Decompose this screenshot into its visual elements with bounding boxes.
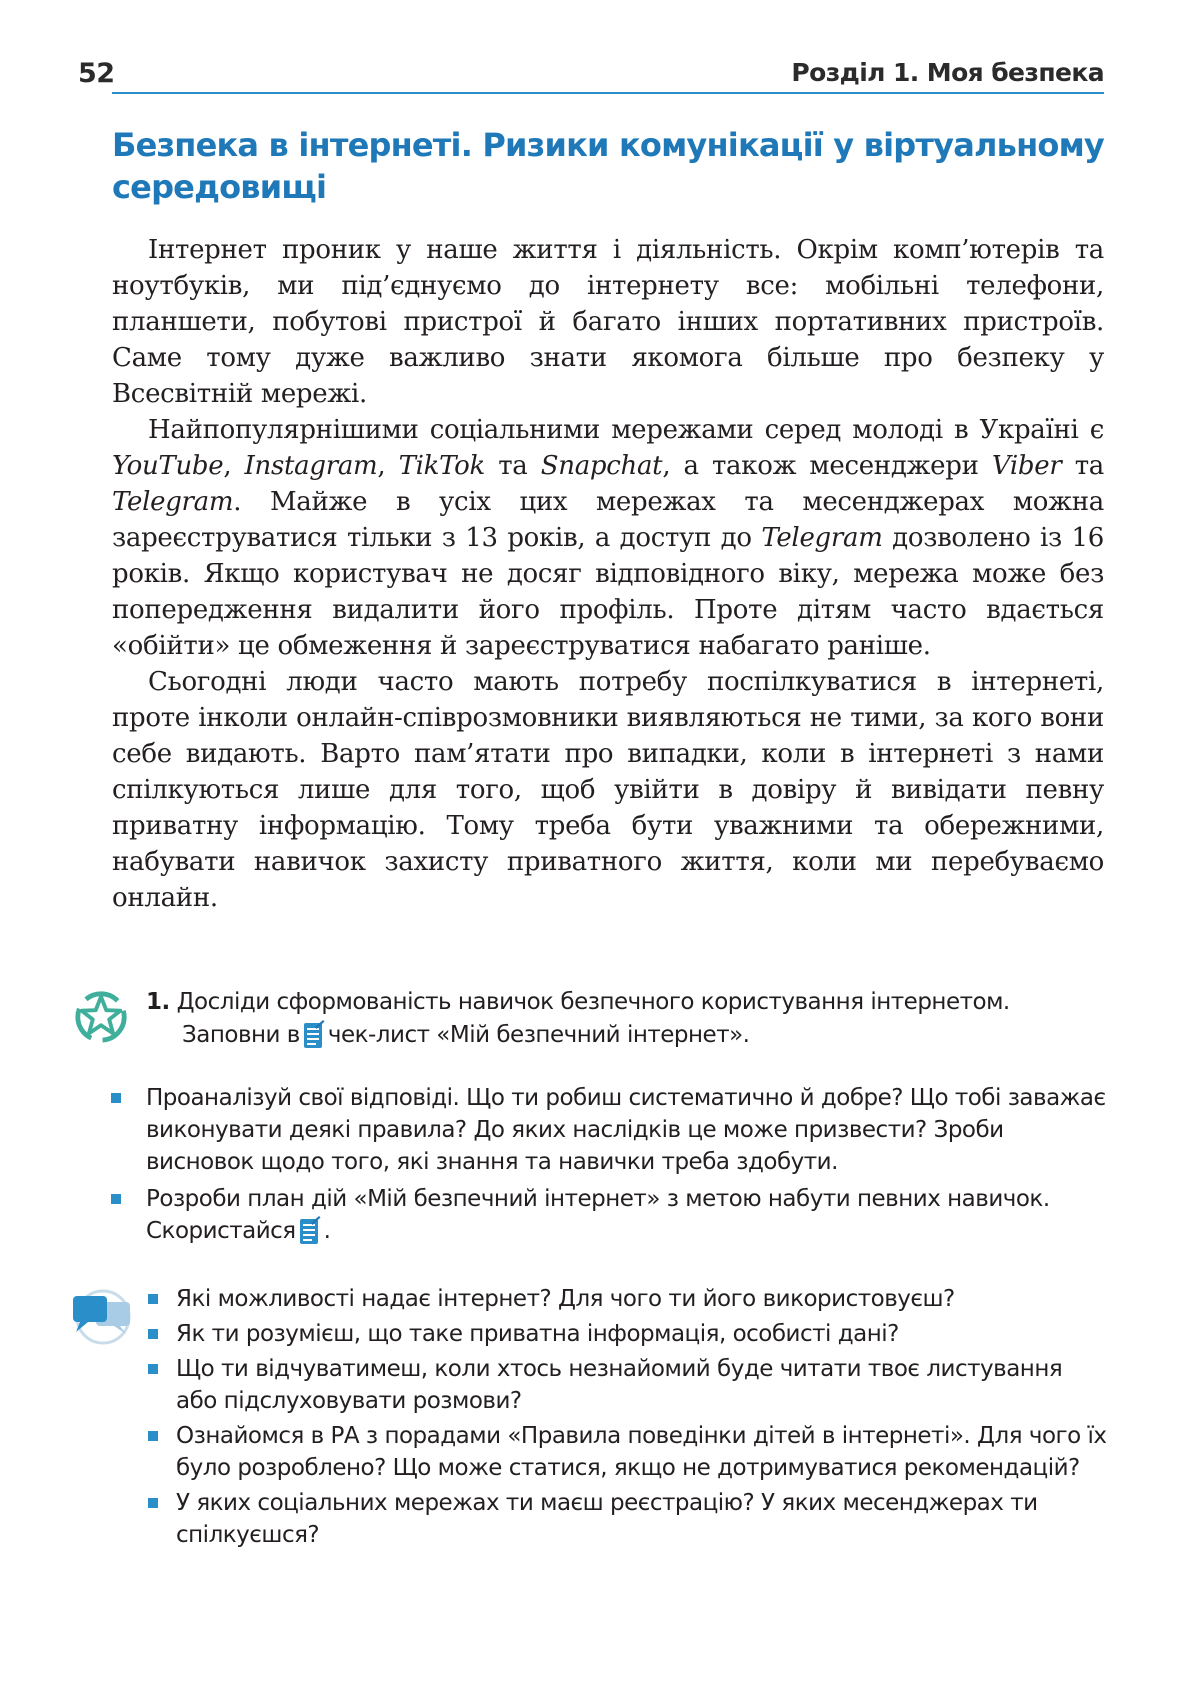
task-bullet-list (108, 1082, 1108, 1252)
task-number: 1. (146, 989, 170, 1015)
star-icon (72, 988, 130, 1046)
bullet-marker (148, 1294, 158, 1304)
list-item: Що ти відчуватимеш, коли хтось незнайомий буде читати твоє листування або підслуховувати розмови? (146, 1353, 1108, 1417)
paragraph-3: Сьогодні люди часто мають потребу поспілкуватися в інтернеті, проте інколи онлайн-співрозмовники виявляються не тими, за кого вони себе видають. Варто пам’ятати про випадки, коли в інтернеті з нами спілкуються лише для того, щоб увійти в довіру й вивідати певну приватну інформацію. Тому треба бути уважними та обережними, набувати навичок захисту приватного життя, коли ми перебуваємо онлайн. (112, 667, 1104, 913)
bullet-marker (111, 1093, 121, 1103)
term-telegram: Telegram (112, 487, 234, 517)
lesson-title: Безпека в інтернеті. Ризики комунікації у віртуальному середовищі (112, 126, 1104, 206)
page-number: 52 (78, 58, 115, 89)
term-telegram-2: Telegram (761, 523, 883, 553)
task-1: 1. Досліди сформованість навичок безпечного користування інтернетом. Заповни в чек-лист «Мій безпечний інтернет». (146, 989, 1010, 1048)
paragraph-2: Найпопулярнішими соціальними мережами серед молоді в Україні є YouTube, Instagram, TikTok та Snapchat, а також месенджери Viber та Telegram. Майже в усіх цих мережах та месенджерах можна зареєструватися тільки з 13 років, а доступ до Telegram дозволено із 16 років. Якщо користувач не досяг відповідного віку, мережа може без попередження видалити його профіль. Проте дітям часто вдається «обійти» це обмеження й зареєструватися набагато раніше. (112, 415, 1105, 661)
main-text (112, 232, 1104, 916)
bullet-marker (148, 1329, 158, 1339)
list-item: Проаналізуй свої відповіді. Що ти робиш систематично й добре? Що тобі заважає виконувати деякі правила? До яких наслідків це може призвести? Зроби висновок щодо того, які знання та навички треба здобути. (108, 1082, 1108, 1178)
checklist-icon[interactable] (303, 1019, 325, 1049)
term-viber: Viber (991, 451, 1062, 481)
bullet-marker (111, 1194, 121, 1204)
list-item: Розроби план дій «Мій безпечний інтернет» з метою набути певних навичок. Скористайся . (108, 1183, 1108, 1247)
term-youtube: YouTube (112, 451, 224, 481)
header-rule (112, 92, 1104, 94)
paragraph-1: Інтернет проник у наше життя і діяльність. Окрім комп’ютерів та ноутбуків, ми під’єднуємо до інтернету все: мобільні телефони, планшети, побутові пристрої й багато інших портативних пристроїв. Саме тому дуже важливо знати якомога більше про безпеку у Всесвітній мережі. (112, 235, 1104, 409)
bullet-marker (148, 1498, 158, 1508)
chat-bubbles-icon (70, 1288, 136, 1346)
list-item: Ознайомся в РА з порадами «Правила поведінки дітей в інтернеті». Для чого їх було розроблено? Що може статися, якщо не дотримуватися рекомендацій? (146, 1420, 1108, 1484)
list-item: Як ти розумієш, що таке приватна інформація, особисті дані? (146, 1318, 1108, 1350)
running-head: Розділ 1. Моя безпека (791, 58, 1104, 87)
term-tiktok: TikTok (398, 451, 485, 481)
task-text-line1: Досліди сформованість навичок безпечного користування інтернетом. (176, 989, 1010, 1015)
discussion-questions (146, 1283, 1108, 1554)
term-instagram: Instagram (244, 451, 378, 481)
term-snapchat: Snapchat (540, 451, 663, 481)
list-item: Які можливості надає інтернет? Для чого ти його використовуєш? (146, 1283, 1108, 1315)
bullet-marker (148, 1431, 158, 1441)
bullet-marker (148, 1364, 158, 1374)
checklist-icon[interactable] (299, 1215, 321, 1245)
list-item: У яких соціальних мережах ти маєш реєстрацію? У яких месенджерах ти спілкуєшся? (146, 1487, 1108, 1551)
